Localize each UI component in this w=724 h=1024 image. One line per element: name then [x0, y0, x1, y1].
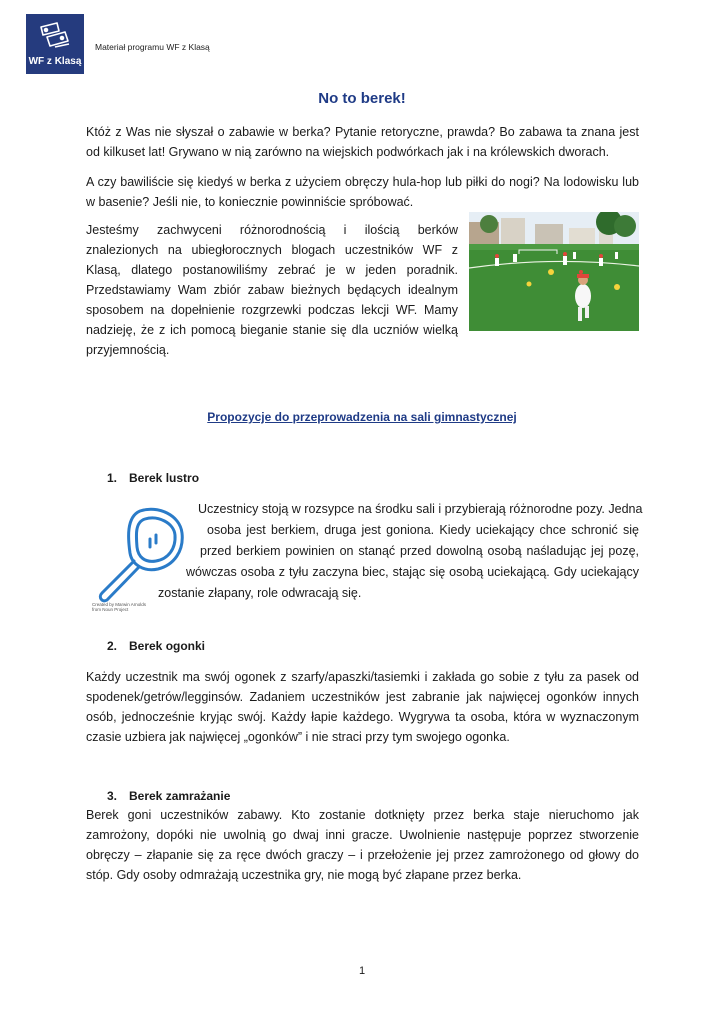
children-running-photo [469, 212, 639, 331]
description-line: przed berkiem powinien on stanąć przed dowolną osobą naśladując jej pozę, [200, 544, 639, 558]
icon-credit: Created by Marwin Arnolds from Noun Project [92, 602, 147, 612]
game-name: Berek zamrażanie [129, 789, 231, 803]
page-number: 1 [358, 965, 366, 977]
game-3-description: Berek goni uczestników zabawy. Kto zostanie dotknięty przez berka staje nieruchomo jak zamrożony, dopóki nie uwolnią go dwaj inni gracze. Uwolnienie następuje poprzez stworzenie obręczy – złapanie się za ręce dwóch graczy – i przełożenie jej przez zamrożonego od głowy do stóp. Gdy osoby odmrażają uczestnika gry, nie mogą być złapane przez berka. [86, 808, 639, 882]
intro-paragraph-1: Któż z Was nie słyszał o zabawie w berka? Pytanie retoryczne, prawda? Bo zabawa ta znana jest od kilkuset lat! Grywano w nią zarówno na wiejskich podwórkach jak i na królewskich dworach. [86, 125, 639, 159]
game-name: Berek lustro [129, 471, 200, 485]
game-name: Berek ogonki [129, 639, 206, 653]
game-heading-3 [107, 789, 230, 803]
section-title: Propozycje do przeprowadzenia na sali gimnastycznej [207, 410, 517, 424]
description-line: osoba jest berkiem, druga jest goniona. Kiedy uciekający chce schronić się [207, 523, 639, 537]
game-heading-2 [107, 639, 205, 653]
game-number: 2. [107, 639, 118, 653]
description-line: zostanie złapany, role odwracają się. [158, 586, 362, 600]
header-note: Materiał programu WF z Klasą [95, 42, 210, 52]
page-title: No to berek! [318, 90, 406, 107]
description-line: wówczas osoba z tyłu zaczyna biec, stając się osobą uciekającą. Gdy uciekający [186, 565, 639, 579]
logo-text: WF z Klasą [28, 56, 82, 67]
description-line: Uczestnicy stoją w rozsypce na środku sali i przybierają różnorodne pozy. Jedna [198, 502, 643, 516]
game-number: 1. [107, 471, 118, 485]
intro-paragraph-3: Jesteśmy zachwyceni różnorodnością i ilością berków znalezionych na ubiegłorocznych blogach uczestników WF z Klasą, dlatego postanowiliśmy zebrać je w jeden poradnik. Przedstawiamy Wam zbiór zabaw bieżnych będących idealnym sposobem na dopełnienie rozgrzewki podczas lekcji WF. Mamy nadzieję, że z ich pomocą bieganie stanie się dla uczniów wielką przyjemnością. [86, 223, 458, 357]
game-number: 3. [107, 789, 118, 803]
wf-z-klasa-logo [26, 14, 84, 74]
logo-graphic-icon [35, 21, 75, 55]
intro-paragraph-2: A czy bawiliście się kiedyś w berka z użyciem obręczy hula-hop lub piłki do nogi? Na lodowisku lub w basenie? Jeśli nie, to koniecznie powinniście spróbować. [86, 175, 639, 209]
game-2-description: Każdy uczestnik ma swój ogonek z szarfy/apaszki/tasiemki i zakłada go sobie z tyłu za pasek od spodenek/getrów/legginsów. Zadaniem uczestników jest zabranie jak najwięcej ogonków innych osób, jednocześnie kryjąc swój. Każdy łapie każdego. Wygrywa ta osoba, która w wyznaczonym czasie uzbiera jak najwięcej „ogonków” i nie straci przy tym swojego ogonka. [86, 670, 639, 744]
game-heading-1 [107, 471, 199, 485]
